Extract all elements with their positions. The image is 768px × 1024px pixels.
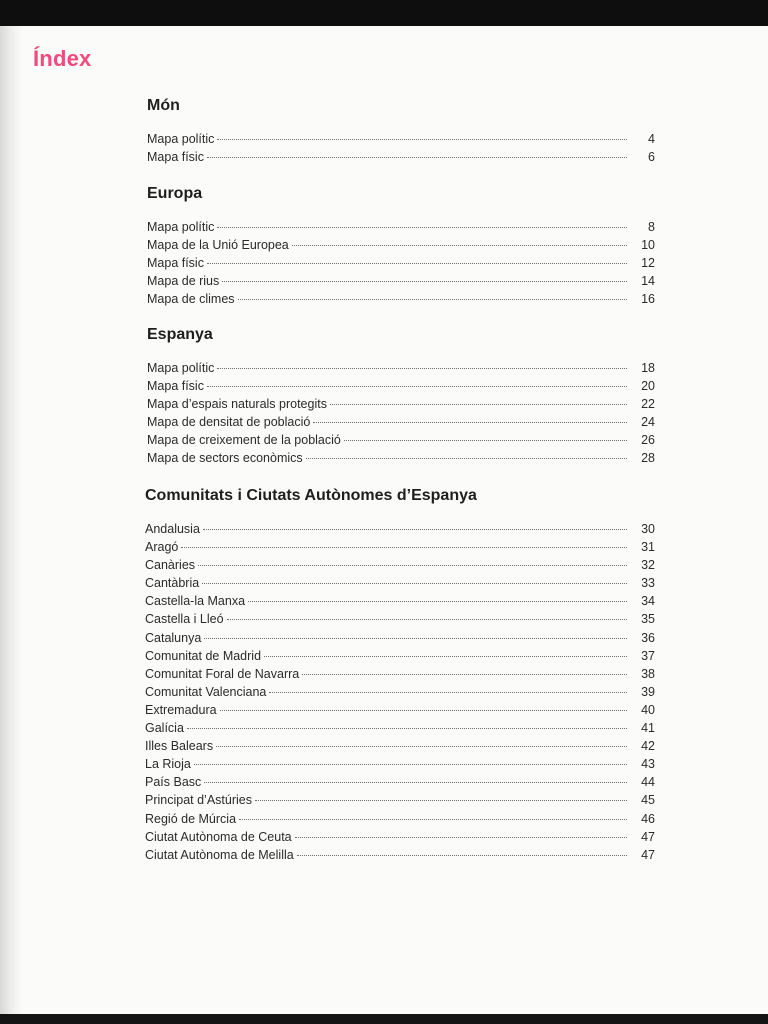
dot-leader (202, 583, 627, 584)
toc-entry-page-number: 37 (641, 648, 655, 663)
toc-entry-label: Illes Balears (145, 739, 214, 754)
toc-entry (147, 130, 655, 148)
toc-entry-page-number: 36 (641, 630, 655, 645)
toc-entry (147, 449, 655, 467)
toc-entry-label: Mapa polític (147, 361, 215, 375)
toc-entry-label: Andalusia (145, 522, 200, 536)
toc-entry-page-number: 8 (648, 220, 655, 234)
section-espanya (147, 325, 655, 468)
toc-entry (145, 665, 655, 683)
toc-entry-label: Ciutat Autònoma de Melilla (145, 847, 294, 862)
toc-entry-label: Regió de Múrcia (145, 811, 237, 826)
toc-entry-label: Castella i Lleó (145, 612, 224, 627)
toc-entry-label: Extremadura (145, 702, 217, 717)
toc-entry (145, 791, 655, 809)
toc-entry (145, 810, 655, 828)
toc-entry-page-number: 10 (641, 238, 655, 253)
toc-entry-label: Mapa de la Unió Europea (147, 238, 289, 253)
dot-leader (344, 440, 627, 441)
dot-leader (216, 746, 627, 747)
dot-leader (269, 692, 627, 693)
dot-leader (217, 139, 627, 140)
toc-entry (145, 629, 655, 647)
toc-entry-label: Mapa de sectors econòmics (147, 451, 303, 466)
toc-entry (145, 828, 655, 846)
toc-entry-label: Cantàbria (145, 576, 200, 591)
toc-entry-label: La Rioja (145, 757, 191, 772)
toc-entry-label: Mapa de densitat de població (147, 415, 311, 430)
dot-leader (255, 800, 627, 801)
section-heading: Europa (147, 185, 203, 202)
toc-entry (145, 701, 655, 719)
dot-leader (198, 565, 627, 566)
toc-entry (147, 395, 655, 413)
toc-entry-label: País Basc (145, 775, 202, 790)
section-comunitats (145, 486, 655, 864)
dot-leader (207, 263, 627, 264)
toc-entry-page-number: 18 (641, 361, 655, 375)
toc-entry-label: Mapa físic (147, 379, 204, 394)
section-heading: Comunitats i Ciutats Autònomes d’Espanya (145, 487, 477, 504)
dot-leader (181, 547, 627, 548)
scan-top-edge (0, 0, 768, 26)
toc-entry-page-number: 4 (648, 132, 655, 146)
toc-entry-label: Canàries (145, 558, 196, 573)
toc-entry (145, 683, 655, 701)
page-gutter-shadow (0, 26, 22, 1014)
toc-entry (147, 218, 655, 236)
dot-leader (203, 529, 627, 530)
dot-leader (204, 782, 627, 783)
toc-entry-page-number: 24 (641, 415, 655, 430)
toc-entry-label: Mapa de creixement de la població (147, 433, 341, 448)
toc-entry-label: Mapa d’espais naturals protegits (147, 397, 327, 412)
toc-entry-page-number: 12 (641, 256, 655, 271)
toc-list (147, 130, 655, 166)
toc-entry (147, 148, 655, 166)
toc-entry-page-number: 34 (641, 594, 655, 609)
toc-entry-label: Comunitat de Madrid (145, 648, 262, 663)
dot-leader (217, 368, 627, 369)
toc-entry (145, 538, 655, 556)
dot-leader (238, 299, 627, 300)
section-heading: Espanya (147, 326, 213, 343)
toc-entry-page-number: 20 (641, 379, 655, 394)
dot-leader (227, 619, 627, 620)
toc-entry-page-number: 16 (641, 292, 655, 307)
dot-leader (264, 656, 627, 657)
toc-entry-label: Castella-la Manxa (145, 594, 246, 609)
toc-entry (145, 647, 655, 665)
dot-leader (292, 245, 627, 246)
toc-entry-page-number: 28 (641, 451, 655, 466)
toc-entry-label: Mapa de climes (147, 292, 235, 307)
toc-entry-label: Mapa de rius (147, 274, 220, 289)
dot-leader (220, 710, 627, 711)
toc-entry-page-number: 39 (641, 684, 655, 699)
toc-entry (145, 556, 655, 574)
toc-entry (145, 610, 655, 628)
toc-entry-page-number: 14 (641, 274, 655, 289)
dot-leader (222, 281, 627, 282)
section-mon (147, 96, 655, 166)
dot-leader (217, 227, 627, 228)
toc-entry-label: Mapa polític (147, 220, 215, 234)
toc-entry-page-number: 42 (641, 739, 655, 754)
dot-leader (330, 404, 627, 405)
toc-entry (145, 592, 655, 610)
toc-entry-page-number: 41 (641, 721, 655, 736)
toc-entry (145, 574, 655, 592)
toc-entry (147, 236, 655, 254)
toc-entry-label: Mapa físic (147, 256, 204, 271)
toc-entry (147, 359, 655, 377)
dot-leader (207, 386, 627, 387)
scan-bottom-edge (0, 1014, 768, 1024)
toc-entry-page-number: 31 (641, 540, 655, 555)
toc-entry-page-number: 26 (641, 433, 655, 448)
dot-leader (297, 855, 627, 856)
toc-entry (147, 377, 655, 395)
toc-entry (145, 755, 655, 773)
index-page (0, 26, 768, 1014)
toc-entry-page-number: 47 (641, 847, 655, 862)
section-heading: Món (147, 97, 180, 114)
toc-entry-page-number: 46 (641, 811, 655, 826)
dot-leader (187, 728, 627, 729)
dot-leader (207, 157, 627, 158)
toc-entry-label: Galícia (145, 721, 184, 736)
toc-entry (145, 520, 655, 538)
toc-entry (147, 254, 655, 272)
toc-entry (147, 272, 655, 290)
toc-entry (147, 413, 655, 431)
toc-entry-page-number: 40 (641, 702, 655, 717)
toc-entry-page-number: 6 (648, 150, 655, 165)
toc-entry-label: Comunitat Foral de Navarra (145, 666, 300, 681)
toc-entry-page-number: 47 (641, 829, 655, 844)
toc-list (147, 359, 655, 468)
toc-entry-label: Mapa polític (147, 132, 215, 146)
dot-leader (204, 638, 627, 639)
toc-entry-label: Aragó (145, 540, 179, 555)
toc-list (145, 520, 655, 864)
dot-leader (313, 422, 627, 423)
toc-list (147, 218, 655, 308)
dot-leader (302, 674, 627, 675)
toc-entry-label: Comunitat Valenciana (145, 684, 267, 699)
toc-entry-page-number: 30 (641, 522, 655, 536)
dot-leader (239, 819, 627, 820)
toc-entry-page-number: 44 (641, 775, 655, 790)
toc-entry (147, 431, 655, 449)
toc-entry (145, 846, 655, 864)
toc-entry-page-number: 35 (641, 612, 655, 627)
dot-leader (295, 837, 627, 838)
toc-entry (145, 737, 655, 755)
toc-entry-page-number: 38 (641, 666, 655, 681)
dot-leader (194, 764, 627, 765)
toc-entry (145, 773, 655, 791)
section-europa (147, 184, 655, 308)
page-title: Índex (33, 46, 92, 71)
toc-entry-label: Ciutat Autònoma de Ceuta (145, 829, 292, 844)
toc-entry-label: Mapa físic (147, 150, 204, 165)
toc-entry-page-number: 43 (641, 757, 655, 772)
toc-entry-page-number: 45 (641, 793, 655, 808)
toc-entry-page-number: 22 (641, 397, 655, 412)
toc-entry (147, 290, 655, 308)
dot-leader (306, 458, 627, 459)
toc-entry-page-number: 33 (641, 576, 655, 591)
toc-entry-label: Catalunya (145, 630, 202, 645)
toc-entry-page-number: 32 (641, 558, 655, 573)
toc-entry-label: Principat d’Astúries (145, 793, 252, 808)
dot-leader (248, 601, 627, 602)
toc-entry (145, 719, 655, 737)
